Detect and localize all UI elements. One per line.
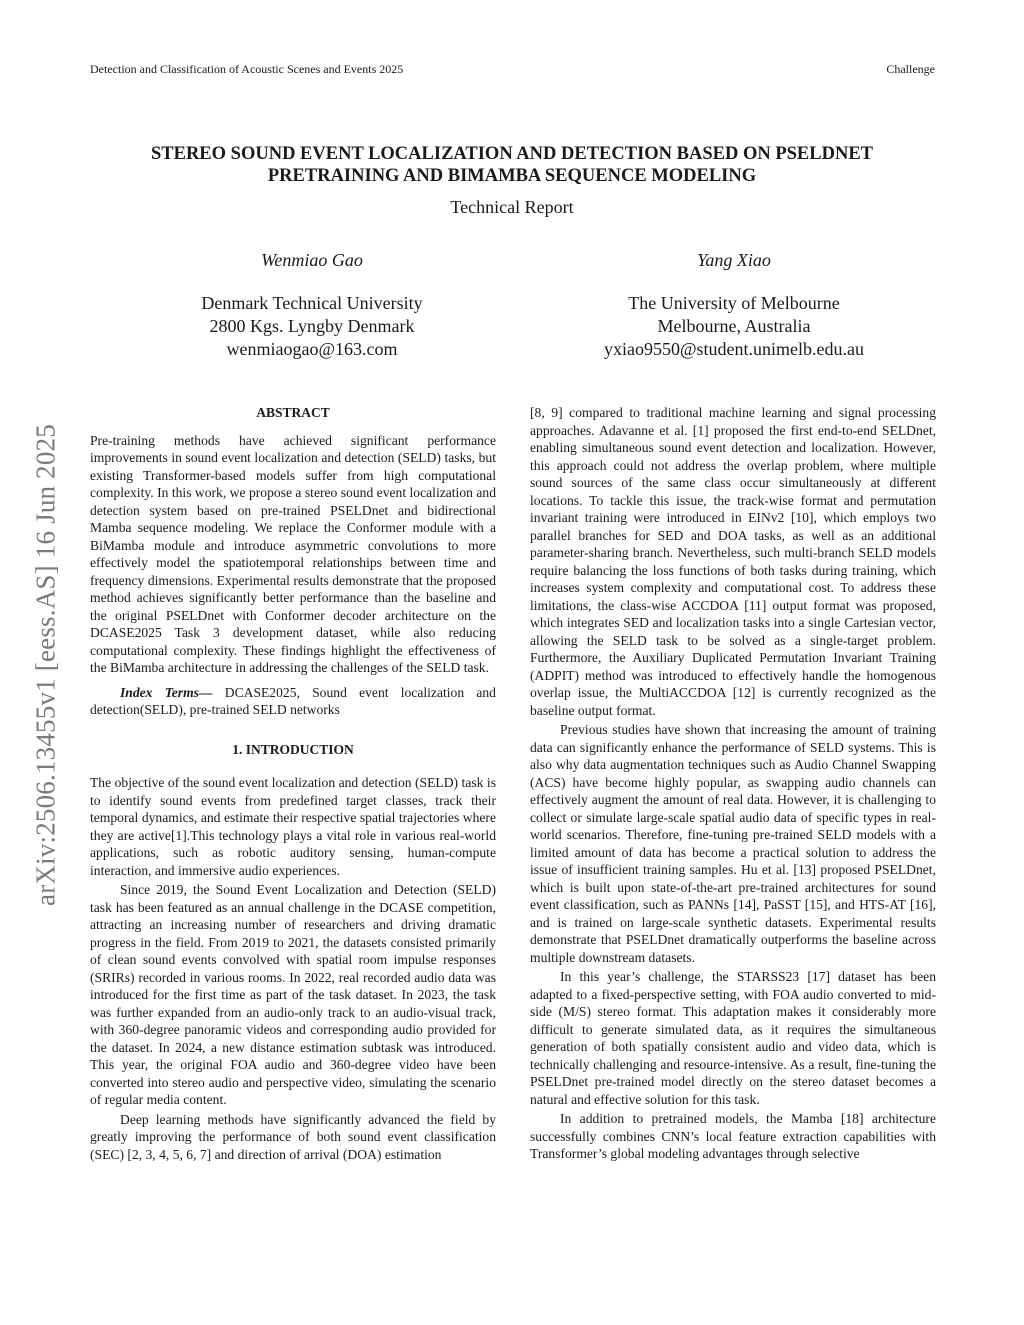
running-header-right: Challenge — [886, 62, 935, 76]
arxiv-stamp: arXiv:2506.13455v1 [eess.AS] 16 Jun 2025 — [30, 424, 61, 906]
intro-paragraph: In addition to pretrained models, the Mamba [18] architecture successfully combines CNN’s local feature extraction capabilities with Transformer’s global modeling advantages through selective — [530, 1111, 936, 1161]
title-line-2: PRETRAINING AND BIMAMBA SEQUENCE MODELING — [267, 166, 757, 186]
author-affiliation: Denmark Technical University — [201, 293, 423, 313]
intro-paragraph: In this year’s challenge, the STARSS23 [17] dataset has been adapted to a fixed-perspective setting, with FOA audio converted to mid-side (M/S) stereo format. This adaptation makes it considerably more difficult to generate simulated data, as it requires the simultaneous generation of both spatially consistent audio and video data, which is technically challenging and resource-intensive. As a result, fine-tuning the PSELDnet pre-trained model directly on the stereo dataset becomes a natural and effective solution for this task. — [530, 969, 936, 1107]
running-header-left: Detection and Classification of Acoustic Scenes and Events 2025 — [90, 62, 404, 76]
abstract-text: Pre-training methods have achieved significant performance improvements in sound event localization and detection (SELD) tasks, but existing Transformer-based models suffer from high computational complexity. In this work, we propose a stereo sound event localization and detection system based on pre-trained PSELDnet and bidirectional Mamba sequence modeling. We replace the Conformer module with a BiMamba module and introduce asymmetric convolutions to more effectively model the spatiotemporal relationships between time and frequency dimensions. Experimental results demonstrate that the proposed method achieves significantly better performance than the baseline and the original PSELDnet with Conformer decoder architecture on the DCASE2025 Task 3 development dataset, while also reducing computational complexity. These findings highlight the effectiveness of the BiMamba architecture in addressing the challenges of the SELD task. — [90, 432, 496, 675]
author-block — [524, 249, 944, 361]
paper-subtitle: Technical Report — [450, 197, 574, 217]
index-terms — [90, 684, 496, 719]
index-terms-label: Index Terms— — [120, 684, 213, 700]
right-column — [530, 404, 936, 1163]
author-name: Wenmiao Gao — [261, 250, 363, 270]
index-terms-text: DCASE2025, Sound event localization and detection(SELD), pre-trained SELD networks — [90, 684, 496, 717]
intro-paragraph: The objective of the sound event localization and detection (SELD) task is to identify sound events from predefined target classes, track their temporal dynamics, and estimate their respective spatial trajectories where they are active[1].This technology plays a vital role in various real-world applications, such as robotic auditory sensing, human-compute interaction, and immersive audio experiences. — [90, 775, 496, 878]
author-affiliation: The University of Melbourne — [628, 293, 840, 313]
intro-paragraph-continued: [8, 9] compared to traditional machine learning and signal processing approaches. Adavanne et al. [1] proposed the first end-to-end SELDnet, enabling simultaneous sound event detection and localization. However, this approach could not address the overlap problem, where multiple sound sources of the same class occur simultaneously at different locations. To tackle this issue, the track-wise format and permutation invariant training were introduced in EINv2 [10], which employs two parallel branches for SED and DOA tasks, as well as an additional parameter-sharing branch. Nevertheless, such multi-branch SELD models require balancing the loss functions of both tasks during training, which increases system complexity and computational cost. To address these limitations, the class-wise ACCDOA [11] output format was proposed, which integrates SED and localization tasks into a single Cartesian vector, allowing the SELD task to be solved as a single-target problem. Furthermore, the Auxiliary Duplicated Permutation Invariant Training (ADPIT) method was introduced to effectively handle the homogenous overlap issue, the MultiACCDOA [12] is currently recognized as the baseline output format. — [530, 405, 936, 718]
abstract-heading: ABSTRACT — [256, 405, 330, 420]
paper-title — [80, 143, 944, 187]
section-heading-introduction: 1. INTRODUCTION — [232, 741, 354, 757]
author-email: yxiao9550@student.unimelb.edu.au — [603, 339, 865, 359]
author-name: Yang Xiao — [697, 250, 771, 270]
intro-paragraph: Since 2019, the Sound Event Localization and Detection (SELD) task has been featured as an annual challenge in the DCASE competition, attracting an increasing number of researchers and driving dramatic progress in the field. From 2019 to 2021, the datasets consisted primarily of clean sound events convolved with spatial room impulse responses (SRIRs) recorded in various rooms. In 2022, real recorded audio data was introduced for the first time as part of the task dataset. In 2023, the task was further expanded from an audio-only track to an audio-visual track, with 360-degree panoramic videos and corresponding audio provided for the dataset. In 2024, a new distance estimation subtask was introduced. This year, the original FOA audio and 360-degree video have been converted into stereo audio and perspective video, simulating the scenario of regular media content. — [90, 882, 496, 1107]
intro-paragraph: Previous studies have shown that increasing the amount of training data can significantly enhance the performance of SELD systems. This is also why data augmentation techniques such as Audio Channel Swapping (ACS) have become highly popular, as swapping audio channels can effectively augment the amount of real data. However, it is challenging to collect or simulate large-scale spatial audio data of specific types in real-world scenarios. Therefore, fine-tuning pre-trained SELD models with a limited amount of data has become a practical solution to address the issue of insufficient training samples. Hu et al. [13] proposed PSELDnet, which is built upon state-of-the-art pre-trained architectures for sound event classification, such as PANNs [14], PaSST [15], and HTS-AT [16], and is trained on large-scale synthetic datasets. Experimental results demonstrate that PSELDnet dramatically outperforms the baseline across multiple downstream datasets. — [530, 722, 936, 965]
left-column — [90, 404, 496, 1163]
author-address: 2800 Kgs. Lyngby Denmark — [209, 316, 415, 336]
intro-paragraph-split: Deep learning methods have significantly advanced the field by greatly improving the performance of both sound event classification (SEC) [2, 3, 4, 5, 6, 7] and direction of arrival (DOA) estimation — [90, 1111, 496, 1162]
author-block — [102, 249, 522, 361]
author-address: Melbourne, Australia — [657, 316, 811, 336]
author-email: wenmiaogao@163.com — [226, 339, 398, 359]
title-line-1: STEREO SOUND EVENT LOCALIZATION AND DETECTION BASED ON PSELDNET — [150, 144, 873, 164]
